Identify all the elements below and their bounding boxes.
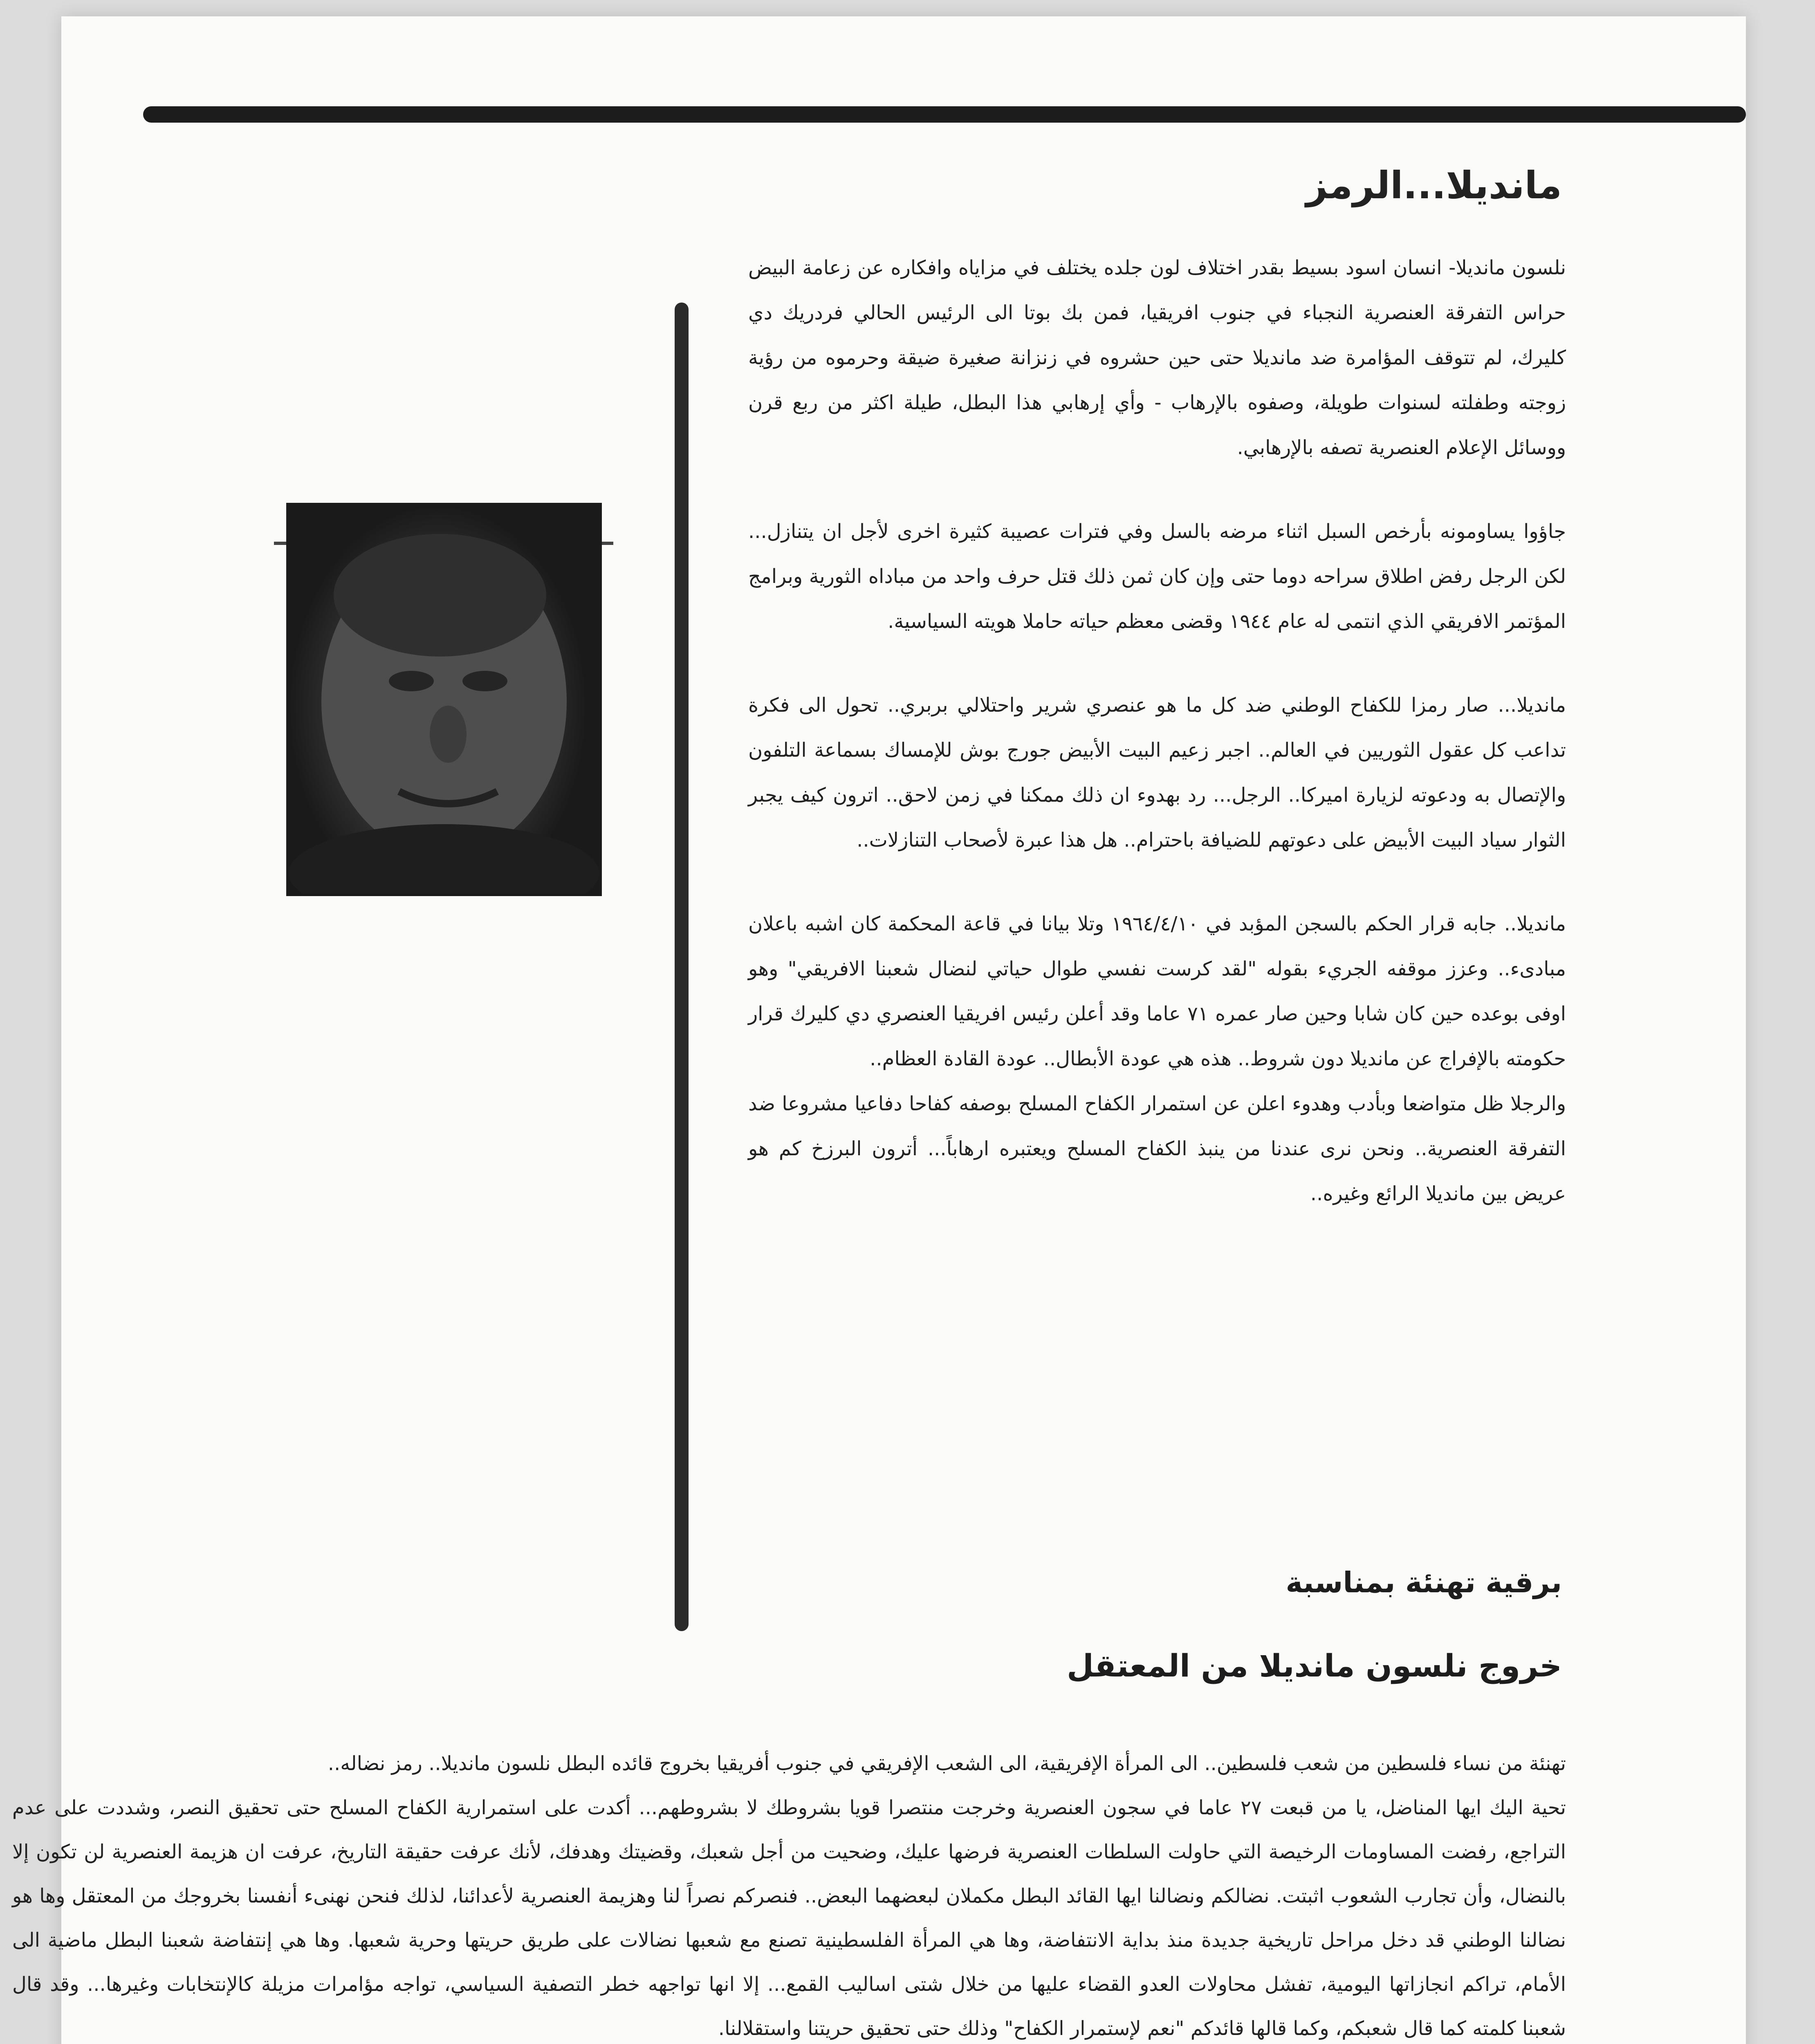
article-title: مانديلا...الرمز xyxy=(1306,164,1562,207)
article-body xyxy=(748,245,1566,1255)
article-paragraph-4: مانديلا.. جابه قرار الحكم بالسجن المؤبد في ١٩٦٤/٤/١٠ وتلا بيانا في قاعة المحكمة كان اشبه باعلان مبادىء.. وعزز موقفه الجريء بقوله "لقد كرست نفسي طوال حياتي لنضال شعبنا الافريقي" وهو اوفى بوعده حين كان شابا وحين صار عمره ٧١ عاما وقد أعلن رئيس افريقيا العنصري دي كليرك قرار حكومته بالإفراج عن مانديلا دون شروط.. هذه هي عودة الأبطال.. عودة القادة العظام.. xyxy=(748,912,1566,1070)
top-divider xyxy=(143,106,1746,123)
article-paragraph-1: نلسون مانديلا- انسان اسود بسيط بقدر اختلاف لون جلده يختلف في مزاياه وافكاره عن زعامة البيض حراس التفرقة العنصرية النجباء في جنوب افريقيا، فمن بك بوتا الى الرئيس الحالي فردريك دي كليرك، لم تتوقف المؤامرة ضد مانديلا حتى حين حشروه في زنزانة صغيرة ضيقة وحرموه من رؤية زوجته وطفلته لسنوات طويلة، وصفوه بالإرهاب - وأي إرهابي هذا البطل، طيلة اكثر من ربع قرن ووسائل الإعلام العنصرية تصفه بالإرهابي. xyxy=(748,256,1566,459)
telegram-paragraph-2: تحية اليك ايها المناضل، يا من قبعت ٢٧ عاما في سجون العنصرية وخرجت منتصرا قويا بشروطك لا بشروطهم... أكدت على استمرارية الكفاح المسلح حتى تحقيق النصر، وشددت على عدم التراجع، رفضت المساومات الرخيصة التي حاولت السلطات العنصرية فرضها عليك، وضحيت من أجل شعبك، وقضيتك وهدفك، لأنك عرفت حقيقة التاريخ، عرفت ان هزيمة العنصرية لن تكون إلا بالنضال، وأن تجارب الشعوب اثبتت. نضالكم ونضالنا ايها القائد البطل مكملان لبعضهما البعض.. فنصركم نصراً لنا وهزيمة العنصرية لأعدائنا، لذلك فنحن نهنىء أنفسنا بخروجك من المعتقل وها هو نضالنا الوطني قد دخل مراحل تاريخية جديدة منذ بداية الانتفاضة، وها هي المرأة الفلسطينية تصنع مع شعبها نضالات على طريق حريتها وحرية شعبها. وها هي إنتفاضة شعبنا البطل ماضية الى الأمام، تراكم انجازاتها اليومية، تفشل محاولات العدو القضاء عليها من خلال شتى اساليب القمع... إلا انها تواجهه خطر التصفية السياسي، تواجه مؤامرات مزيلة كالإنتخابات وغيرها... وقد قال شعبنا كلمته كما قال شعبكم، وكما قالها قائدكم "نعم لإستمرار الكفاح" وذلك حتى تحقيق حريتنا واستقلالنا. xyxy=(12,1796,1566,2040)
telegram-body xyxy=(12,1741,1566,2044)
telegram-title-line-2: خروج نلسون مانديلا من المعتقل xyxy=(1066,1647,1562,1684)
portrait-photo-frame xyxy=(278,495,605,903)
column-divider xyxy=(675,303,689,1631)
article-paragraph-3: مانديلا... صار رمزا للكفاح الوطني ضد كل ما هو عنصري شرير واحتلالي بربري.. تحول الى فكرة تداعب كل عقول الثوريين في العالم.. اجبر زعيم البيت الأبيض جورج بوش للإمساك بسماعة التلفون والإتصال به ودعوته لزيارة اميركا.. الرجل... رد بهدوء ان ذلك ممكنا في زمن لاحق.. اترون كيف يجبر الثوار سياد البيت الأبيض على دعوتهم للضيافة باحترام.. هل هذا عبرة لأصحاب التنازلات.. xyxy=(748,694,1566,852)
article-paragraph-2: جاؤوا يساومونه بأرخص السبل اثناء مرضه بالسل وفي فترات عصيبة كثيرة اخرى لأجل ان يتنازل... لكن الرجل رفض اطلاق سراحه دوما حتى وإن كان ثمن ذلك قتل حرف واحد من مباداه الثورية وبرامج المؤتمر الافريقي الذي انتمى له عام ١٩٤٤ وقضى معظم حياته حاملا هويته السياسية. xyxy=(748,520,1566,633)
article-paragraph-5: والرجلا ظل متواضعا وبأدب وهدوء اعلن عن استمرار الكفاح المسلح بوصفه كفاحا دفاعيا مشروعا ضد التفرقة العنصرية.. ونحن نرى عندنا من ينبذ الكفاح المسلح ويعتبره ارهاباً... أترون البرزخ كم هو عريض بين مانديلا الرائع وغيره.. xyxy=(748,1092,1566,1205)
portrait-photo-image xyxy=(289,505,599,894)
document-page xyxy=(12,16,1746,2044)
telegram-title-line-1: برقية تهنئة بمناسبة xyxy=(1286,1566,1562,1599)
portrait-photo xyxy=(286,503,602,896)
telegram-paragraph-1: تهنئة من نساء فلسطين من شعب فلسطين.. الى المرأة الإفريقية، الى الشعب الإفريقي في جنوب أفريقيا بخروج قائده البطل نلسون مانديلا.. رمز نضاله.. xyxy=(328,1752,1566,1775)
